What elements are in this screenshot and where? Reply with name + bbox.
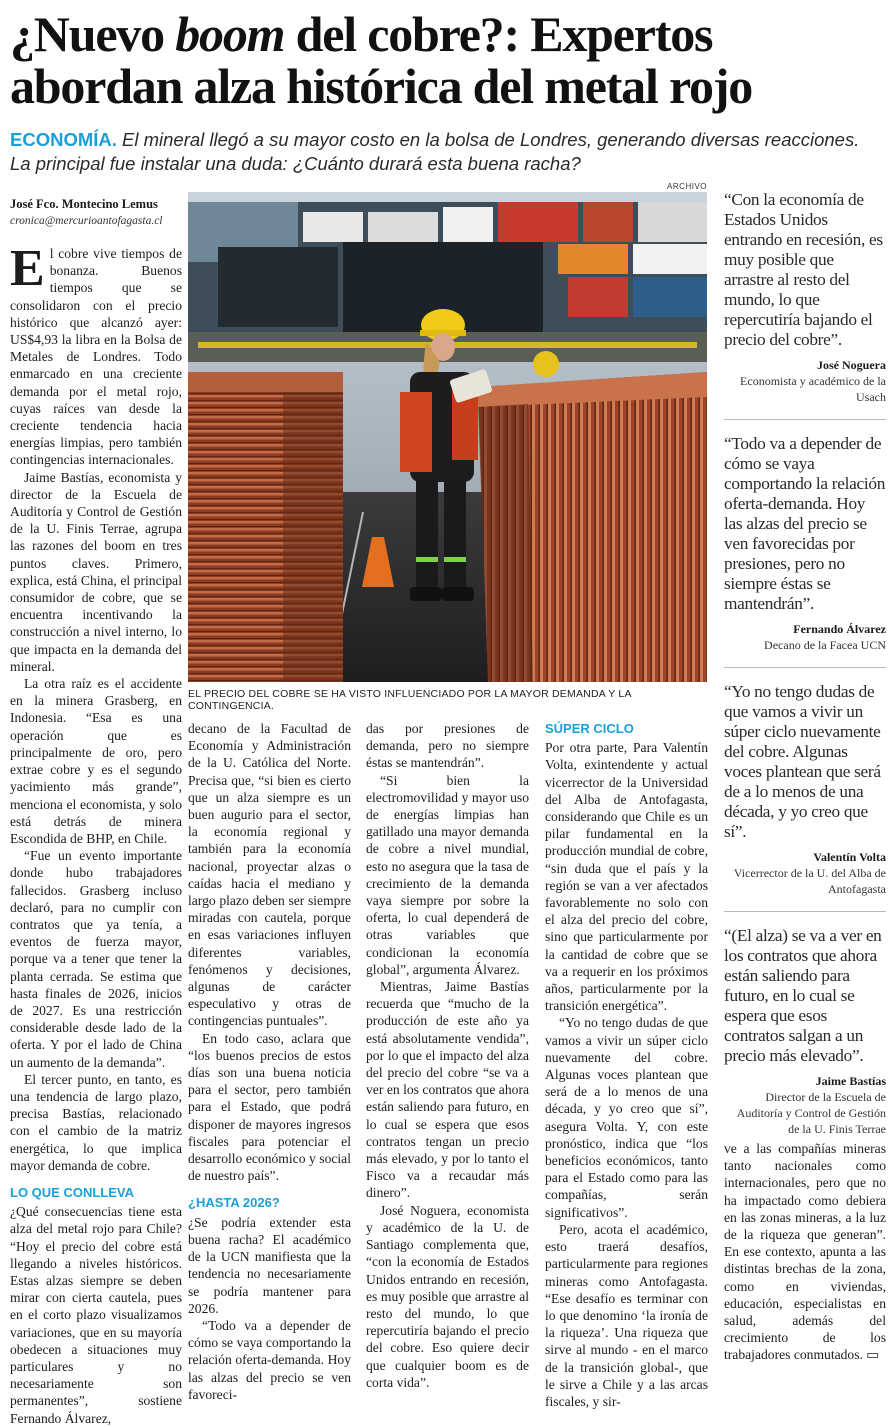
pull-quote (724, 434, 886, 653)
subhead-super-ciclo: SÚPER CICLO (545, 721, 634, 736)
deck-text: El mineral llegó a su mayor costo en la bolsa de Londres, generando diversas reacciones. La principal fue instalar una duda: ¿Cuánto durará esta buena racha? (10, 129, 860, 174)
paragraph: En todo caso, aclara que “los buenos precios de estos días son una buena noticia para el sector, pero también para el Estado, que podrá disponer de mayores ingresos fiscales para potenciar el desarrollo económico y social de nuestro país”. (188, 1030, 351, 1184)
paragraph: La otra raíz es el accidente en la minera Grasberg, en Indonesia. “Esa es una operación que es principalmente de oro, pero extrae cobre y es el segundo yacimiento más grande”, menciona el economista, y solo está detrás de minera Escondida de BHP, en Chile. (10, 676, 182, 846)
paragraph: “Todo va a depender de cómo se vaya comportando la relación oferta-demanda. Hoy las alzas del precio se ven favoreci- (188, 1317, 351, 1402)
paragraph: Pero, acota el académico, esto traerá desafíos, particularmente para regiones mineras como Antofagasta. “Ese desafío es terminar con lo que denomino ‘la ironía de la riqueza’. Una riqueza que sirve al mundo - en el marco de la transición global-, que le sirve a Chile y a las arcas fiscales, y sir- (545, 1221, 708, 1409)
quote-author: Valentín Volta (813, 850, 886, 864)
drop-cap: E (10, 240, 45, 297)
quote-role: Economista y académico de la Usach (740, 374, 886, 404)
column-2 (188, 720, 351, 1403)
column-4 (545, 708, 708, 1410)
pull-quote (724, 190, 886, 405)
section-label: ECONOMÍA. (10, 129, 117, 150)
column-3 (366, 720, 529, 1391)
headline (10, 8, 885, 112)
headline-text-end: del cobre?: Expertos abordan alza histórica del metal rojo (10, 6, 753, 114)
quote-text: “Con la economía de Estados Unidos entrando en recesión, es muy posible que arrastre al resto del mundo, lo que repercutiría bajando el precio del cobre”. (724, 190, 883, 349)
deck (10, 128, 885, 176)
headline-emphasis: boom (175, 6, 285, 62)
quote-role: Vicerrector de la U. del Alba de Antofagasta (733, 866, 886, 896)
quote-role: Decano de la Facea UCN (764, 638, 886, 652)
paragraph: das por presiones de demanda, pero no siempre éstas se mantendrán”. (366, 721, 529, 771)
paragraph: El tercer punto, en tanto, es una tendencia de largo plazo, precisa Bastías, relacionado con el cambio de la matriz energética, lo que implica mayor demanda de cobre. (10, 1071, 182, 1173)
author-name: José Fco. Montecino Lemus (10, 197, 158, 211)
quote-text: “(El alza) se va a ver en los contratos que ahora están saliendo para futuro, en lo cual se espera que esos contratos salgan a un precio más elevado”. (724, 926, 882, 1065)
paragraph: Jaime Bastías, economista y director de la Escuela de Auditoría y Control de Gestión de la U. Finis Terrae, agrupa las razones del boom en tres puntos claves. Primero, explica, está China, el principal consumidor de cobre, que se encuentra incentivando la construcción a nivel interno, lo que impacta en la demanda del mineral. (10, 469, 182, 674)
headline-text-start: ¿Nuevo (10, 6, 176, 62)
mining-photo (188, 192, 707, 682)
divider (724, 667, 886, 668)
author-email: cronica@mercurioantofagasta.cl (10, 215, 163, 227)
paragraph: José Noguera, economista y académico de la U. de Santiago complementa que, “con la economía de Estados Unidos entrando en recesión, es muy posible que arrastre al resto del mundo, lo que repercutiría bajando el precio del cobre. Eso quiere decir que cualquier boom es de corta vida”. (366, 1202, 529, 1390)
column-1 (10, 240, 182, 1427)
subhead-lo-que-conlleva: LO QUE CONLLEVA (10, 1184, 134, 1200)
paragraph: Por otra parte, Para Valentín Volta, exintendente y actual vicerrector de la Universidad del Alba de Antofagasta, considerando que Chile es un pilar fundamental en la producción mundial de cobre, “sin duda que el país y la región se van a ver afectados favorablemente no solo con el alza del precio del cobre, sino que particularmente por la cantidad de cobre que se va a requerir en los próximos años, particularmente por la transición energética”. (545, 740, 708, 1014)
quote-text: “Todo va a depender de cómo se vaya comportando la relación oferta-demanda. Hoy las alzas del precio se ven favorecidas por presiones, pero no siempre éstas se mantendrán”. (724, 434, 886, 613)
quote-author: Jaime Bastías (815, 1074, 886, 1088)
paragraph: “Fue un evento importante donde hubo trabajadores fallecidos. Grasberg incluso declaró, para no cumplir con contratos que ya tenía, a eventos de fuerza mayor, porque va a tener que tener la planta cerrada. Se estima que hasta finales de 2026, inicios de 2027. Es una restricción considerable desde lado de la oferta. Y por el lado de China un aumento de la demanda”. (10, 848, 182, 1070)
photo-caption: EL PRECIO DEL COBRE SE HA VISTO INFLUENCIADO POR LA MAYOR DEMANDA Y LA CONTINGENCIA. (188, 688, 632, 712)
paragraph: Mientras, Jaime Bastías recuerda que “mucho de la producción de este año ya está absolutamente vendida”, por lo que el impacto del alza del precio del cobre “se va a ver en los contratos que ahora están saliendo para futuro, en lo cual se espera que esos contratos tengan un precio más elevado, y por lo tanto el Fisco va a recaudar más dinero”. (366, 979, 529, 1201)
photo-credit: ARCHIVO (667, 182, 707, 191)
paragraph: ¿Se podría extender esta buena racha? El académico de la UCN manifiesta que la tendencia no necesariamente se podría mantener para 2026. (188, 1214, 351, 1316)
quote-role: Director de la Escuela de Auditoría y Control de Gestión de la U. Finis Terrae (736, 1090, 886, 1136)
quote-text: “Yo no tengo dudas de que vamos a vivir un súper ciclo nuevamente del cobre. Algunas voces plantean que será de a lo menos de una década, y yo creo que sí”. (724, 682, 881, 841)
pull-quotes (724, 190, 886, 1151)
paragraph: decano de la Facultad de Economía y Administración de la U. Católica del Norte. Precisa que, “si bien es cierto que un alza siempre es un buen augurio para el sector, la economía regional y también para la economía nacional, proyectar alzas o caídas hacia el mediano y largo plazo deben ser siempre miradas con cautela, porque en esas variaciones influyen diferentes variables, fenómenos y decisiones, algunas de carácter especulativo y otras de contingencias puntuales”. (188, 721, 351, 1029)
paragraph-text: l cobre vive tiempos de bonanza. Buenos tiempos que se consolidaron con el precio histórico que alcanzó ayer: US$4,93 la libra en la Bolsa de Metales de Londres. Todo enmarcado en una creciente demanda por el metal rojo, cuyas raíces van desde la creciente tendencia hacia energías limpias, pero también contingencias internacionales. (10, 246, 182, 468)
quote-author: Fernando Álvarez (793, 622, 886, 636)
divider (724, 911, 886, 912)
quote-author: José Noguera (817, 358, 886, 372)
column-5 (724, 1140, 886, 1364)
pull-quote (724, 926, 886, 1137)
subhead-hasta-2026: ¿HASTA 2026? (188, 1195, 280, 1211)
photo-block (188, 182, 707, 712)
paragraph: ¿Qué consecuencias tiene esta alza del metal rojo para Chile? “Hoy el precio del cobre está llegando a niveles históricos. Estas alzas siempre se deben mirar con cierta cautela, pues en el corto plazo visualizamos variaciones, que en su mayoría obedecen a situaciones muy particulares y no necesariamente son permanentes”, sostiene Fernando Álvarez, (10, 1204, 182, 1426)
paragraph: ve a las compañías mineras tanto nacionales como internacionales, pero que no ha impactado como debiera en las zonas mineras, a la luz de la riqueza que generan”. En ese contexto, apunta a las distintas brechas de la zona, como en viviendas, educación, especialistas en salud, además del crecimiento de los trabajadores conmutados. ▭ (724, 1141, 886, 1363)
paragraph: “Si bien la electromovilidad y mayor uso de energías limpias han gatillado una mayor demanda de cobre a nivel mundial, esto no asegura que la tasa de crecimiento de la demanda vaya siempre por sobre la oferta, lo cual dependerá de otras variables que condicionan la economía global”, argumenta Álvarez. (366, 772, 529, 977)
byline (10, 197, 182, 227)
paragraph: “Yo no tengo dudas de que vamos a vivir un súper ciclo nuevamente del cobre. Algunas voces plantean que será de a lo menos de una década, y yo creo que sí”, asegura Volta. Y, con este pronóstico, indica que “los beneficios económicos, tanto para el Estado como para las compañías, serán significativos”. (545, 1015, 708, 1220)
pull-quote (724, 682, 886, 897)
divider (724, 419, 886, 420)
paragraph (10, 240, 182, 469)
